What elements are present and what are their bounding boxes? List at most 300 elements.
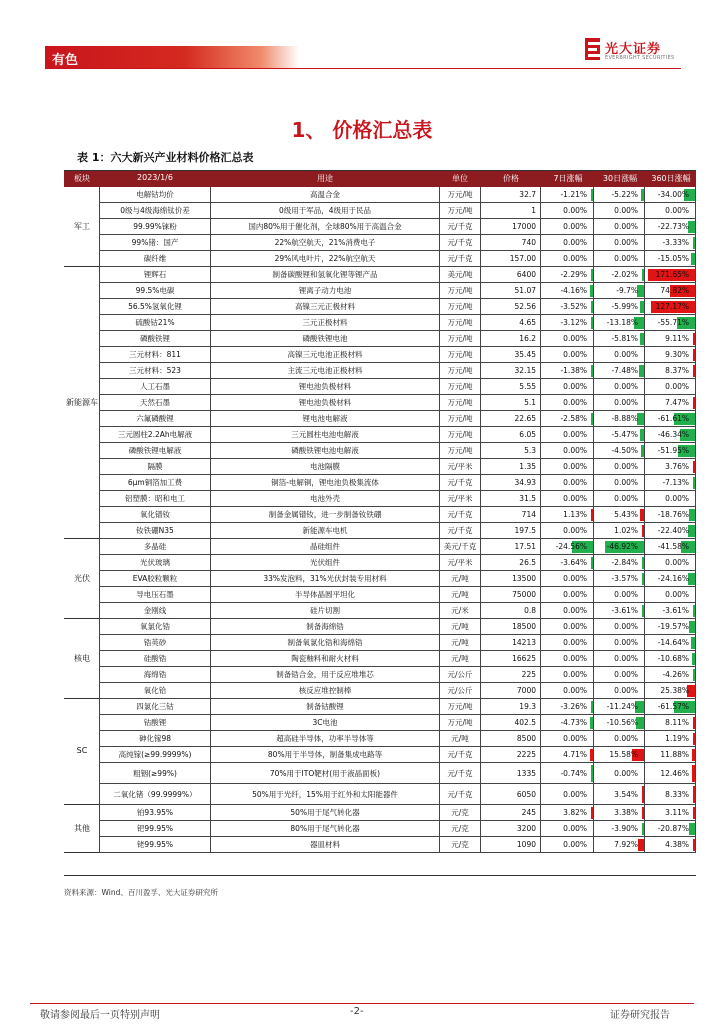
- change-value: 0.00%: [563, 622, 587, 631]
- price-value: 1.35: [481, 459, 541, 475]
- change-cell-30d: [595, 507, 645, 523]
- material-use: 高镍三元正极材料: [211, 299, 440, 315]
- change-cell-7d: [542, 731, 594, 747]
- change-value: -3.61%: [611, 606, 638, 615]
- change-value: 0.00%: [614, 638, 638, 647]
- change-bar: [689, 823, 696, 835]
- material-name: 天然石墨: [100, 395, 211, 411]
- change-bar: [591, 317, 594, 329]
- change-value: 0.00%: [563, 350, 587, 359]
- material-name: 高纯镓(≥99.9999%): [100, 747, 211, 763]
- change-bar: [693, 717, 696, 729]
- change-bar: [642, 573, 645, 585]
- section-label: 有色: [52, 53, 79, 68]
- material-use: 硅片切割: [211, 603, 440, 619]
- change-cell-30d: [595, 603, 645, 619]
- footer-rule: [30, 1003, 694, 1004]
- table-row: [100, 683, 696, 699]
- material-use: 33%发泡料，31%光伏封装专用材料: [211, 571, 440, 587]
- change-value: -7.13%: [662, 478, 689, 487]
- material-use: 锂电池负极材料: [211, 395, 440, 411]
- price-unit: 元/吨: [440, 731, 481, 747]
- table-row: [100, 747, 696, 763]
- change-value: -34.00%: [657, 190, 689, 199]
- material-use: 半导体晶圆平坦化: [211, 587, 440, 603]
- change-cell-30d: [595, 219, 645, 235]
- change-cell-30d: [595, 571, 645, 587]
- change-value: 25.38%: [660, 686, 689, 695]
- brand-logo: [585, 36, 685, 66]
- table-row: [100, 635, 696, 651]
- change-value: -5.22%: [611, 190, 638, 199]
- change-value: -8.88%: [611, 414, 638, 423]
- change-bar: [693, 839, 696, 851]
- change-cell-30d: [595, 731, 645, 747]
- change-bar: [637, 413, 645, 425]
- change-cell-30d: [595, 491, 645, 507]
- change-cell-360d: [646, 731, 696, 747]
- change-bar: [640, 301, 645, 313]
- material-name: 金刚线: [100, 603, 211, 619]
- change-value: -61.57%: [657, 702, 689, 711]
- table-row: [100, 507, 696, 523]
- change-value: 3.76%: [665, 462, 689, 471]
- price-value: 18500: [481, 619, 541, 635]
- change-bar: [591, 301, 594, 313]
- change-value: 0.00%: [614, 238, 638, 247]
- material-use: 22%航空航天，21%消费电子: [211, 235, 440, 251]
- change-cell-360d: [646, 683, 696, 699]
- change-value: 0.00%: [614, 654, 638, 663]
- sector-label: 新能源车: [66, 398, 98, 407]
- change-value: 0.00%: [563, 206, 587, 215]
- change-cell-7d: [542, 699, 594, 715]
- change-cell-360d: [646, 571, 696, 587]
- change-value: -10.56%: [606, 718, 638, 727]
- price-value: 35.45: [481, 347, 541, 363]
- material-name: 导电压石墨: [100, 587, 211, 603]
- change-bar: [642, 557, 645, 569]
- change-value: -1.21%: [560, 190, 587, 199]
- change-cell-7d: [542, 187, 594, 203]
- price-value: 6.05: [481, 427, 541, 443]
- change-value: 3.38%: [614, 808, 638, 817]
- price-unit: 元/千克: [440, 763, 481, 784]
- change-value: -18.76%: [657, 510, 689, 519]
- change-cell-30d: [595, 411, 645, 427]
- change-cell-30d: [595, 235, 645, 251]
- change-cell-7d: [542, 347, 594, 363]
- change-bar: [642, 269, 645, 281]
- change-value: -22.40%: [657, 526, 689, 535]
- change-bar: [591, 269, 594, 281]
- change-value: -13.18%: [606, 318, 638, 327]
- price-unit: 万元/吨: [440, 411, 481, 427]
- col-unit: 单位: [452, 174, 468, 183]
- price-unit: 元/千克: [440, 235, 481, 251]
- material-name: 锆英砂: [100, 635, 211, 651]
- table-row: [100, 805, 696, 821]
- table-row: [100, 555, 696, 571]
- material-name: 四氯化三钴: [100, 699, 211, 715]
- change-cell-7d: [542, 571, 594, 587]
- change-cell-7d: [542, 555, 594, 571]
- price-value: 6050: [481, 784, 541, 805]
- change-cell-360d: [646, 507, 696, 523]
- change-value: 171.65%: [655, 270, 689, 279]
- price-value: 32.7: [481, 187, 541, 203]
- change-cell-30d: [595, 251, 645, 267]
- change-cell-360d: [646, 603, 696, 619]
- material-use: 磷酸铁锂电池: [211, 331, 440, 347]
- material-use: 铜箔-电解铜，锂电池负极集流体: [211, 475, 440, 491]
- material-use: 80%用于半导体，制备集成电路等: [211, 747, 440, 763]
- col-chg30: 30日涨幅: [602, 174, 638, 183]
- table-row: [100, 187, 696, 203]
- change-value: -61.61%: [657, 414, 689, 423]
- change-cell-30d: [595, 475, 645, 491]
- change-cell-30d: [595, 267, 645, 283]
- change-cell-7d: [542, 363, 594, 379]
- change-value: 0.00%: [563, 638, 587, 647]
- material-name: 碳纤维: [100, 251, 211, 267]
- table-row: [100, 715, 696, 731]
- change-value: 0.00%: [563, 824, 587, 833]
- change-value: -3.26%: [560, 702, 587, 711]
- change-value: -2.29%: [560, 270, 587, 279]
- price-unit: 元/千克: [440, 523, 481, 539]
- price-unit: 美元/千克: [440, 539, 481, 555]
- material-use: 新能源车电机: [211, 523, 440, 539]
- change-value: 0.00%: [563, 574, 587, 583]
- material-name: 粗铟(≥99%): [100, 763, 211, 784]
- change-cell-30d: [595, 331, 645, 347]
- price-value: 714: [481, 507, 541, 523]
- change-value: 0.00%: [665, 494, 689, 503]
- material-name: 三元圆柱2.2Ah电解液: [100, 427, 211, 443]
- price-unit: 元/平米: [440, 491, 481, 507]
- price-value: 197.5: [481, 523, 541, 539]
- change-bar: [693, 461, 696, 473]
- price-unit: 元/千克: [440, 475, 481, 491]
- change-bar: [591, 413, 594, 425]
- price-value: 51.07: [481, 283, 541, 299]
- change-bar: [642, 823, 645, 835]
- change-value: -46.34%: [657, 430, 689, 439]
- change-bar: [642, 786, 645, 803]
- change-value: 0.00%: [614, 670, 638, 679]
- material-use: 制备碳酸锂和氢氧化锂等锂产品: [211, 267, 440, 283]
- change-cell-7d: [542, 651, 594, 667]
- material-use: 制备海绵锆: [211, 619, 440, 635]
- material-use: 核反应堆控制棒: [211, 683, 440, 699]
- change-value: 0.00%: [614, 254, 638, 263]
- material-name: 砷化镓98: [100, 731, 211, 747]
- change-value: 0.00%: [563, 446, 587, 455]
- material-use: 70%用于ITO靶材(用于液晶面板): [211, 763, 440, 784]
- change-value: 3.54%: [614, 790, 638, 799]
- change-value: -20.87%: [657, 824, 689, 833]
- change-bar: [693, 237, 696, 249]
- change-bar: [642, 525, 645, 537]
- change-cell-7d: [542, 603, 594, 619]
- change-bar: [689, 621, 696, 633]
- change-value: -55.71%: [657, 318, 689, 327]
- change-value: -3.61%: [662, 606, 689, 615]
- material-name: 三元材料：811: [100, 347, 211, 363]
- change-cell-360d: [646, 267, 696, 283]
- change-cell-360d: [646, 459, 696, 475]
- change-value: 3.11%: [665, 808, 689, 817]
- table-row: [100, 283, 696, 299]
- table-row: [100, 251, 696, 267]
- table-row: [100, 667, 696, 683]
- material-use: 锂离子动力电池: [211, 283, 440, 299]
- material-name: 氧化铪: [100, 683, 211, 699]
- change-value: -14.64%: [657, 638, 689, 647]
- change-value: 0.00%: [563, 654, 587, 663]
- change-bar: [693, 807, 696, 819]
- change-cell-7d: [542, 411, 594, 427]
- change-value: -2.84%: [611, 558, 638, 567]
- change-cell-30d: [595, 395, 645, 411]
- change-cell-30d: [595, 763, 645, 784]
- change-value: 0.00%: [614, 590, 638, 599]
- col-chg360: 360日涨幅: [651, 174, 691, 183]
- price-value: 5.55: [481, 379, 541, 395]
- change-value: 0.00%: [563, 254, 587, 263]
- change-value: -10.68%: [657, 654, 689, 663]
- header-rule: [45, 68, 681, 69]
- change-cell-7d: [542, 427, 594, 443]
- price-value: 0.8: [481, 603, 541, 619]
- change-value: 0.00%: [665, 558, 689, 567]
- change-value: 0.00%: [614, 686, 638, 695]
- change-bar: [642, 807, 645, 819]
- change-cell-30d: [595, 667, 645, 683]
- change-bar: [591, 807, 594, 819]
- material-use: 器皿材料: [211, 837, 440, 853]
- price-value: 32.15: [481, 363, 541, 379]
- change-value: 127.17%: [655, 302, 689, 311]
- change-cell-360d: [646, 635, 696, 651]
- change-cell-7d: [542, 251, 594, 267]
- price-value: 5.3: [481, 443, 541, 459]
- table-row: [100, 539, 696, 555]
- material-name: 铝塑膜：昭和电工: [100, 491, 211, 507]
- material-name: 99.99%铼粉: [100, 219, 211, 235]
- change-value: 1.02%: [614, 526, 638, 535]
- material-use: 三元圆柱电池电解液: [211, 427, 440, 443]
- change-value: 0.00%: [563, 590, 587, 599]
- material-name: 海绵锆: [100, 667, 211, 683]
- change-cell-360d: [646, 203, 696, 219]
- price-value: 6400: [481, 267, 541, 283]
- change-cell-30d: [595, 619, 645, 635]
- change-value: 0.00%: [665, 382, 689, 391]
- change-cell-7d: [542, 523, 594, 539]
- price-unit: 元/公斤: [440, 667, 481, 683]
- material-use: 80%用于尾气转化器: [211, 821, 440, 837]
- material-name: 硅酸锆: [100, 651, 211, 667]
- sector-label: 军工: [74, 222, 90, 231]
- table-row: [100, 821, 696, 837]
- change-cell-30d: [595, 699, 645, 715]
- material-use: 光伏组件: [211, 555, 440, 571]
- price-unit: 万元/吨: [440, 315, 481, 331]
- sector-label: 核电: [74, 654, 90, 663]
- change-cell-360d: [646, 747, 696, 763]
- change-cell-7d: [542, 667, 594, 683]
- change-value: -9.7%: [616, 286, 638, 295]
- change-value: -2.58%: [560, 414, 587, 423]
- change-value: 0.00%: [665, 590, 689, 599]
- price-unit: 元/平米: [440, 459, 481, 475]
- change-bar: [693, 733, 696, 745]
- change-cell-30d: [595, 539, 645, 555]
- material-name: 6μm铜箔加工费: [100, 475, 211, 491]
- material-name: 99.5%电碳: [100, 283, 211, 299]
- material-name: 光伏玻璃: [100, 555, 211, 571]
- change-value: -3.57%: [611, 574, 638, 583]
- change-value: -15.05%: [657, 254, 689, 263]
- change-cell-7d: [542, 395, 594, 411]
- price-value: 1090: [481, 837, 541, 853]
- table-row: [100, 427, 696, 443]
- change-cell-360d: [646, 299, 696, 315]
- price-unit: 万元/吨: [440, 331, 481, 347]
- change-bar: [692, 765, 696, 782]
- table-row: [100, 587, 696, 603]
- change-value: 0.00%: [563, 526, 587, 535]
- change-bar: [693, 477, 696, 489]
- change-cell-360d: [646, 651, 696, 667]
- table-row: [100, 267, 696, 283]
- material-name: 二氧化锗（99.9999%）: [100, 784, 211, 805]
- change-value: -46.92%: [606, 542, 638, 551]
- material-name: 硫酸钴21%: [100, 315, 211, 331]
- change-bar: [639, 365, 645, 377]
- change-cell-360d: [646, 187, 696, 203]
- change-cell-30d: [595, 379, 645, 395]
- change-value: 0.00%: [563, 670, 587, 679]
- price-value: 3200: [481, 821, 541, 837]
- col-chg7: 7日涨幅: [553, 174, 583, 183]
- change-cell-30d: [595, 821, 645, 837]
- change-value: 5.43%: [614, 510, 638, 519]
- material-use: 29%风电叶片，22%航空航天: [211, 251, 440, 267]
- change-cell-360d: [646, 715, 696, 731]
- table-row: [100, 837, 696, 853]
- price-unit: 元/吨: [440, 651, 481, 667]
- change-cell-7d: [542, 763, 594, 784]
- change-cell-7d: [542, 235, 594, 251]
- price-unit: 万元/吨: [440, 715, 481, 731]
- change-bar: [590, 749, 594, 761]
- material-use: 高镍三元电池正极材料: [211, 347, 440, 363]
- material-name: 三元材料：523: [100, 363, 211, 379]
- change-cell-7d: [542, 619, 594, 635]
- change-value: 0.00%: [614, 769, 638, 778]
- table-row: [100, 235, 696, 251]
- material-use: 制备氧氯化锆和海绵锆: [211, 635, 440, 651]
- change-value: 1.13%: [563, 510, 587, 519]
- change-cell-30d: [595, 837, 645, 853]
- change-value: 7.47%: [665, 398, 689, 407]
- change-bar: [688, 525, 696, 537]
- change-bar: [691, 637, 696, 649]
- change-cell-7d: [542, 715, 594, 731]
- change-cell-7d: [542, 379, 594, 395]
- material-use: 主流三元电池正极材料: [211, 363, 440, 379]
- change-cell-30d: [595, 363, 645, 379]
- sector-cell: [64, 187, 100, 267]
- price-unit: 元/平米: [440, 555, 481, 571]
- price-unit: 元/吨: [440, 635, 481, 651]
- price-unit: 万元/吨: [440, 443, 481, 459]
- change-bar: [591, 765, 594, 782]
- change-cell-360d: [646, 837, 696, 853]
- col-price: 价格: [503, 174, 519, 183]
- material-name: 0级与4级海绵钛价差: [100, 203, 211, 219]
- price-value: 75000: [481, 587, 541, 603]
- material-name: 氧化镨钕: [100, 507, 211, 523]
- change-cell-360d: [646, 235, 696, 251]
- table-row: [100, 651, 696, 667]
- material-use: 电池隔膜: [211, 459, 440, 475]
- change-cell-360d: [646, 763, 696, 784]
- price-value: 225: [481, 667, 541, 683]
- change-cell-7d: [542, 459, 594, 475]
- change-cell-30d: [595, 784, 645, 805]
- change-value: 9.30%: [665, 350, 689, 359]
- change-cell-360d: [646, 667, 696, 683]
- change-value: -3.64%: [560, 558, 587, 567]
- change-cell-30d: [595, 187, 645, 203]
- change-bar: [591, 701, 594, 713]
- material-name: 电解钴均价: [100, 187, 211, 203]
- table-title: 表 1：六大新兴产业材料价格汇总表: [77, 151, 254, 164]
- change-bar: [640, 429, 645, 441]
- price-value: 740: [481, 235, 541, 251]
- table-row: [100, 443, 696, 459]
- table-header: [64, 171, 696, 187]
- change-cell-30d: [595, 315, 645, 331]
- sector-label: SC: [76, 746, 88, 755]
- material-use: 高温合金: [211, 187, 440, 203]
- change-cell-7d: [542, 837, 594, 853]
- material-name: 磷酸铁锂电解液: [100, 443, 211, 459]
- change-bar: [688, 221, 696, 233]
- price-unit: 元/千克: [440, 747, 481, 763]
- change-value: 0.00%: [563, 840, 587, 849]
- price-value: 4.65: [481, 315, 541, 331]
- table-row: [100, 491, 696, 507]
- price-unit: 万元/吨: [440, 187, 481, 203]
- table-row: [100, 203, 696, 219]
- change-bar: [591, 557, 594, 569]
- table-row: [100, 619, 696, 635]
- material-use: 锂电池电解液: [211, 411, 440, 427]
- material-name: 钯99.95%: [100, 821, 211, 837]
- sector-cell: [64, 699, 100, 805]
- sector-cell: [64, 805, 100, 853]
- change-value: -22.73%: [657, 222, 689, 231]
- change-cell-7d: [542, 683, 594, 699]
- change-value: 0.00%: [665, 206, 689, 215]
- change-cell-360d: [646, 821, 696, 837]
- price-value: 402.5: [481, 715, 541, 731]
